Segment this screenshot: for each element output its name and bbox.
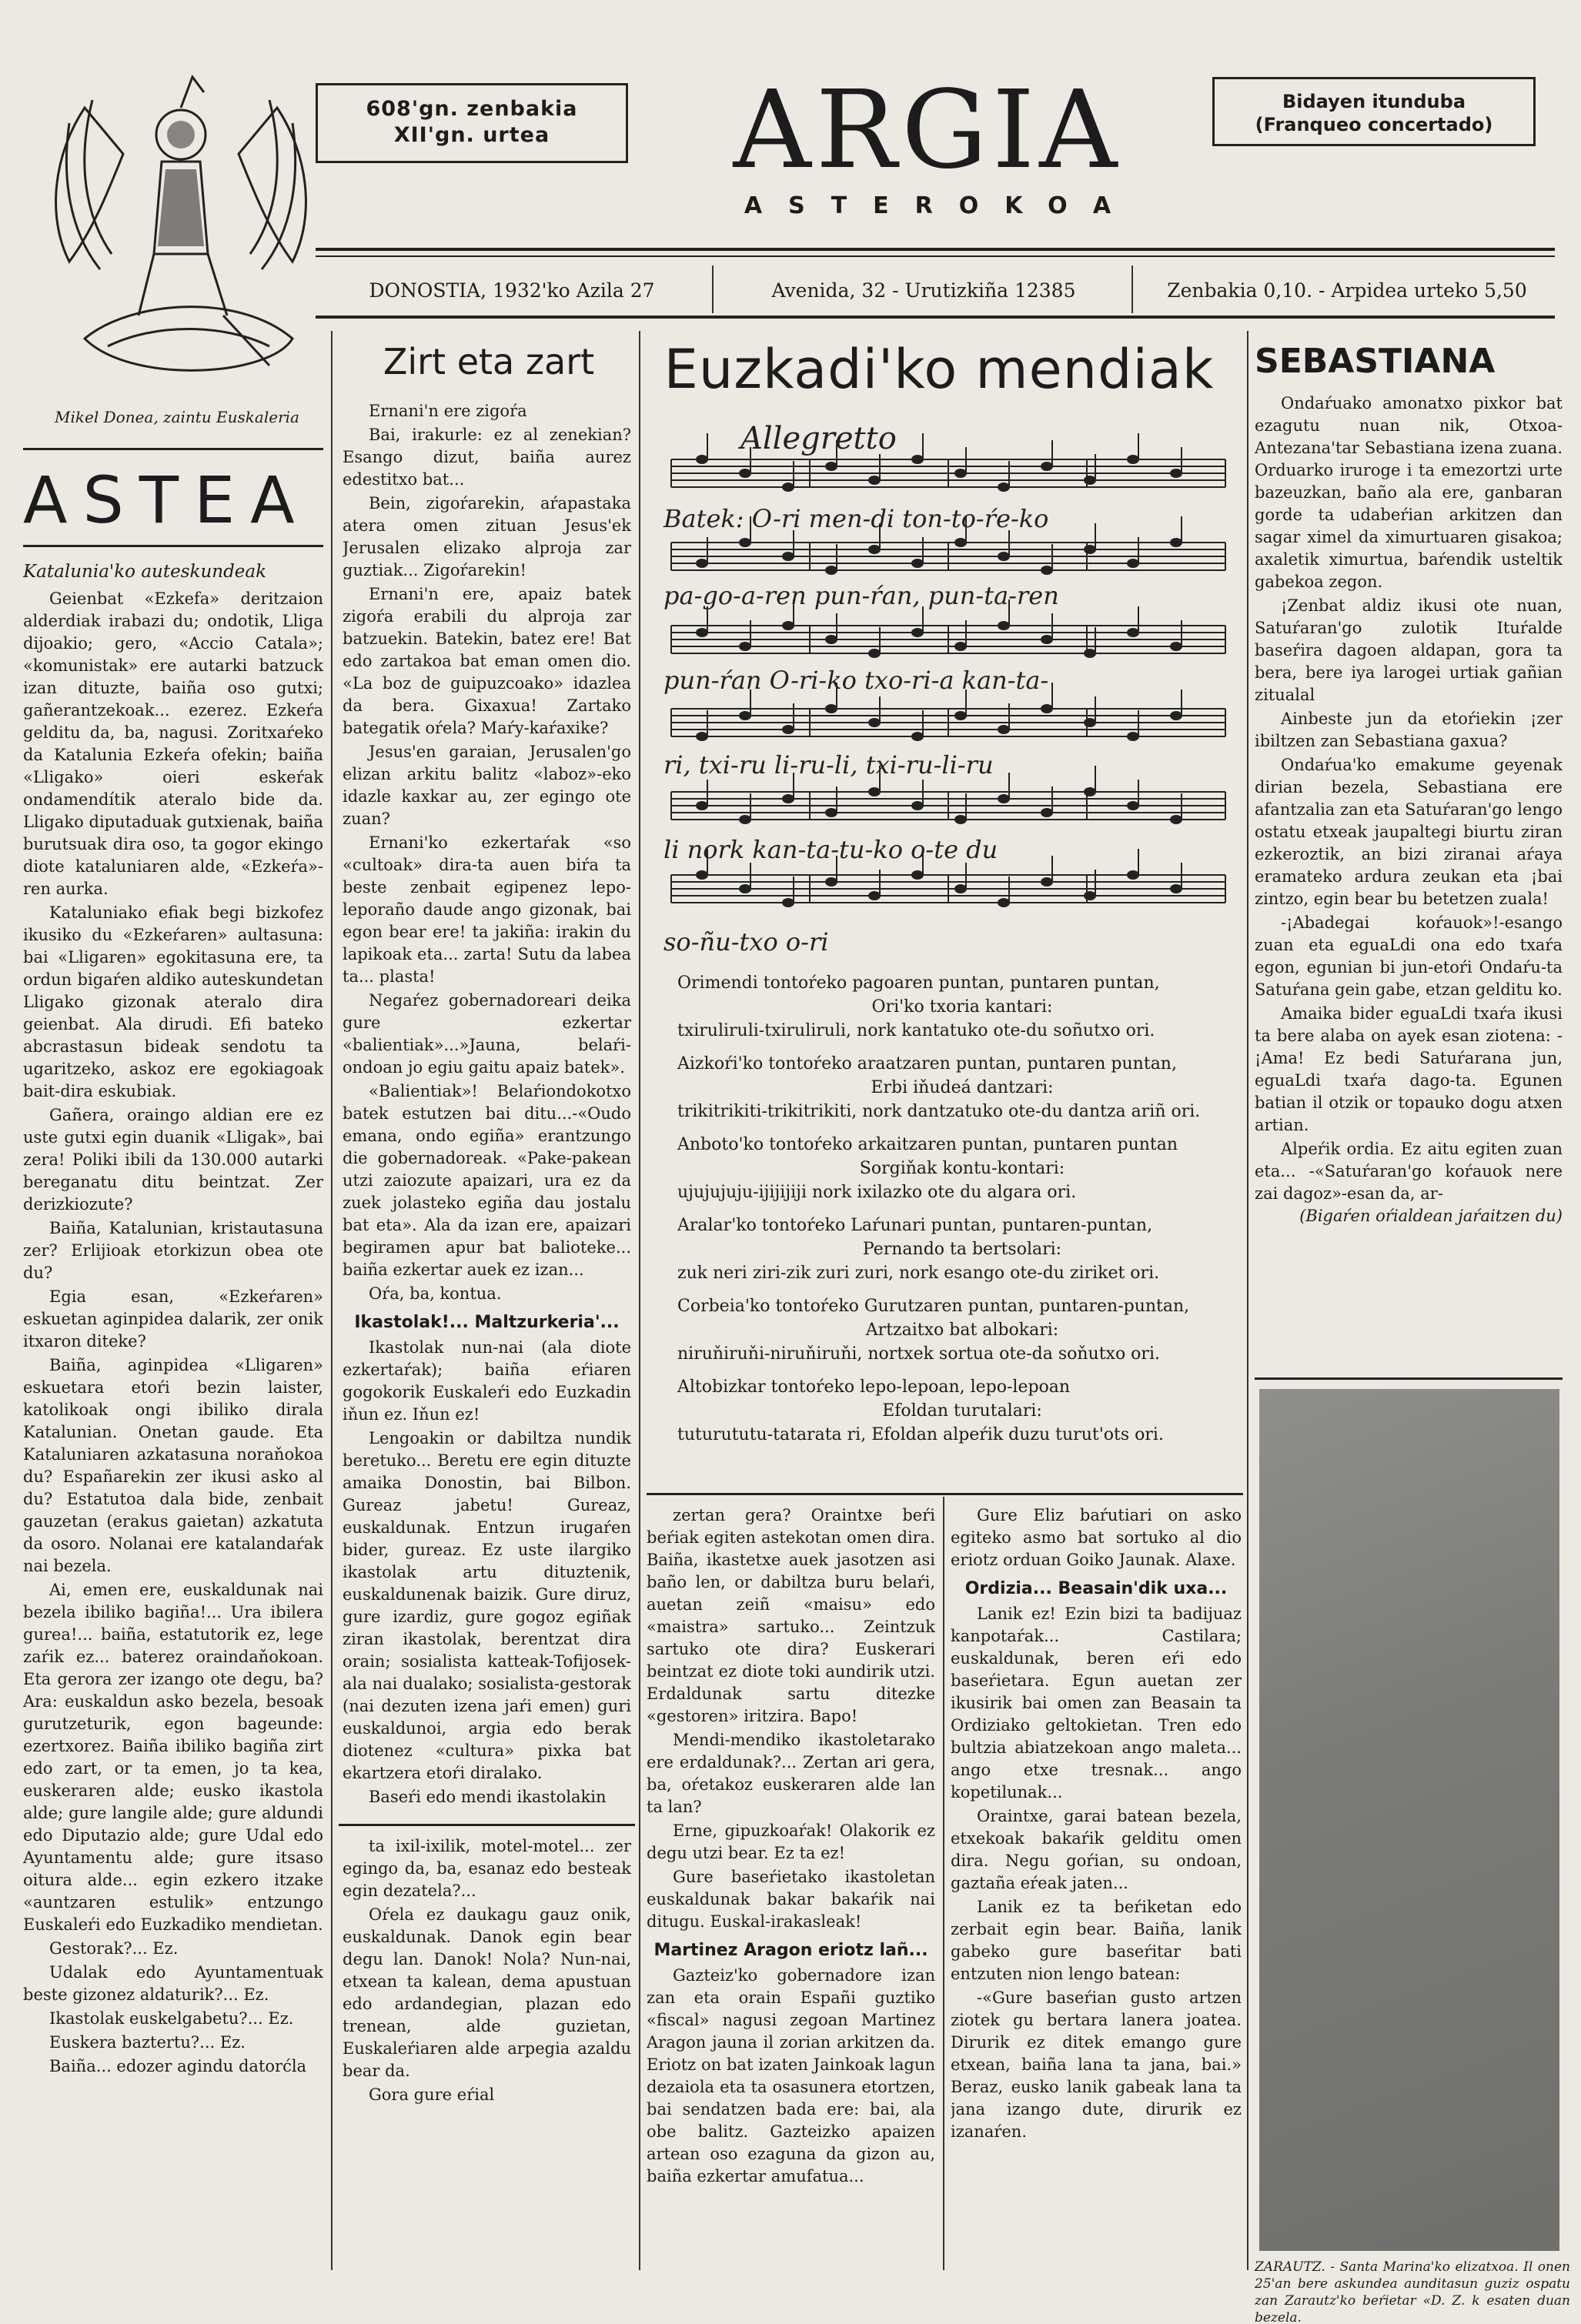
sebastiana-paragraph: Ondaŕua'ko emakume geyenak dirian bezela, Sebastiana ere afantzalia zan eta Satuŕaran'go lengo ostatu etxeak jaupaltegi biurtu ziran ezkeroztik, an bizi ziranai aŕaya eramateko ardura zeukan eta ¡bai zintzo, egin bear bu betetzen zuala!: [1255, 756, 1563, 908]
middle-left-column: [647, 1504, 935, 2274]
middle-left-paragraph: Mendi-mendiko ikastoletarako ere erdaldunak?... Zertan ari gera, ba, oŕetakoz euskeraren alde lan ta lan?: [647, 1731, 935, 1816]
astea-rule: [23, 448, 323, 450]
astea-paragraph: Baiña, Katalunian, kristautasuna zer? Erlijioak etorkizun obea ote du?: [23, 1219, 323, 1282]
music-note: [1084, 891, 1096, 900]
astea-paragraph: Baiña... edozer agindu datorćla: [49, 2057, 307, 2075]
music-note: [782, 552, 794, 561]
music-note: [998, 898, 1010, 907]
sebastiana-paragraph: Ondaŕuako amonatxo pixkor bat ezagutu nuan nik, Otxoa-Antezana'tar Sebastiana izena zuana. Orduarko iruroge i ta emezortzi urte bazeuzkan, baño ala ere, ganbaran gorde ta udabeŕian arkitzen dan sagar ximel da ximurtuaren gisakoa; axaletik ximurtua, baŕendik usteltik gabekoa zegon.: [1255, 394, 1563, 591]
music-note: [1084, 787, 1096, 796]
middle-left-paragraph: Erne, gipuzkoaŕak! Olakorik ez degu utzi bear. Ez ta ez!: [647, 1821, 935, 1862]
middle-right-body: [951, 1504, 1242, 1571]
astea-paragraph: Udalak edo Ayuntamentuak beste gizonez aldaturik?... Ez.: [23, 1963, 323, 2004]
music-note: [954, 469, 967, 478]
postage-line-2: (Franqueo concertado): [1255, 114, 1493, 135]
music-note: [739, 711, 751, 720]
poem-line: niruňiruňi-niruňiruňi, nortxek sortua ote-da soňutxo ori.: [677, 1344, 1160, 1364]
astea-kicker: Katalunia'ko auteskundeak: [23, 562, 267, 582]
music-note: [696, 732, 708, 741]
zirt-paragraph: Bai, irakurle: ez al zenekian? Esango dizut, baiña aurez edestitxo bat...: [343, 426, 631, 489]
music-note: [739, 469, 751, 478]
astea-rule: [23, 545, 323, 547]
astea-paragraph: Ai, emen ere, euskaldunak nai bezela ibiliko bagiña!... Ura ibilera gurea!... baiña, estatutorik ez, lege zaŕik ez... baterez oraindaňokoan. Eta gerora zer izango ote degu, ba? Ara: euskaldun asko bezela, besoak gurutzeturik, egon bageunde: ezertxorez. Baiña ibiliko bagiña zirt edo zart, or ta emen, jo ta kea, euskeraren alde; eusko ikastola alde; gure langile alde; gure aldundi edo Diputazio alde; gure Udal edo Ayuntamentu alde; gure itsaso oitura alde... egin ezkero itzake «auntzaren estulik» entzungo Euskaleŕi edo Euzkadiko mendietan.: [23, 1581, 323, 1934]
sebastiana-body: [1255, 392, 1563, 1205]
poem-line: Erbi iňudeá dantzari:: [871, 1078, 1054, 1097]
music-note: [998, 794, 1010, 803]
postage-box: [1212, 77, 1536, 146]
music-note: [782, 794, 794, 803]
poem-line: ujujujuju-ijijijiji nork ixilazko ote du algara ori.: [677, 1183, 1077, 1202]
music-note: [868, 718, 881, 727]
music-note: [782, 898, 794, 907]
music-note: [825, 808, 837, 817]
zirt-paragraph: Negaŕez gobernadoreari deika gure ezkertar «balientiak»...»Jauna, belaŕi-ondoan jo egiu gaitu apaiz batek».: [343, 991, 631, 1077]
music-note: [1170, 815, 1182, 824]
music-note: [696, 455, 708, 464]
music-note: [998, 552, 1010, 561]
music-note: [868, 649, 881, 658]
infobar-divider: [1131, 265, 1133, 313]
music-note: [954, 538, 967, 547]
middle-right-column: [951, 1504, 1242, 2274]
poem-stanza: [677, 1214, 1247, 1285]
zirt-paragraph: Baseŕi edo mendi ikastolakin: [369, 1788, 607, 1806]
music-note: [1170, 538, 1182, 547]
issue-year: XII'gn. urtea: [393, 123, 550, 147]
music-note: [1041, 635, 1053, 644]
column-divider: [639, 331, 640, 2270]
zirt-paragraph: Lengoakin or dabiltza nundik beretuko... Beretu ere egin dituzte amaika Donostin, bai Bilbon. Gureaz jabetu! Gureaz, euskaldunak. Entzun irugaŕen bider, gureaz. Ez uste ilargiko ikastolak artu dituztenik, euskaldunenak baizik. Gure diruz, gure izardiz, gure gogoz egiñak ziran ikastolak, berentzat dira orain; sosialista katteak-Tofijosek-ala nai dualako; sosialista-gestorak (nai dezuten izena jaŕi emen) guri euskaldunoi, argia edo berak diotenez «cultura» pixka bat ekartzera etoŕi diralako.: [343, 1429, 631, 1782]
masthead-rule-bottom: [316, 316, 1555, 319]
poem-line: Aralar'ko tontoŕeko Laŕunari puntan, puntaren-puntan,: [677, 1216, 1153, 1235]
poem-line: Sorgiňak kontu-kontari:: [859, 1159, 1065, 1178]
zirt-bottom-paragraph: Gora gure eŕial: [369, 2085, 495, 2104]
sebastiana-headline: SEBASTIANA: [1255, 342, 1496, 381]
music-note: [911, 559, 924, 568]
section-rule: [647, 1493, 1243, 1495]
price-line: Zenbakia 0,10. - Arpidea urteko 5,50: [1167, 279, 1527, 302]
astea-paragraph: Gestorak?... Ez.: [49, 1939, 179, 1958]
mendiak-headline: Euzkadi'ko mendiak: [663, 338, 1215, 401]
poem-stanza: [677, 971, 1247, 1043]
music-note: [1084, 649, 1096, 658]
music-note: [868, 891, 881, 900]
poem-line: tuturututu-tatarata ri, Efoldan alpeŕik duzu turut'ots ori.: [677, 1425, 1164, 1444]
zirt-column: [343, 400, 631, 1816]
poem-line: Orimendi tontoŕeko pagoaren puntan, puntaren puntan,: [677, 973, 1160, 993]
zirt-paragraph: Ernani'ko ezkertaŕak «so «cultoak» dira-ta auen biŕa ta beste zenbait egipenez lepo-leporaño daude ango gizonak, bai egon bear ere! ta jakiña: irakin du lapikoak eta... zarta! Sutu da labea ta... plasta!: [343, 833, 631, 986]
music-note: [825, 635, 837, 644]
astea-paragraph: Geienbat «Ezkefa» deritzaion alderdiak irabazi du; ondotik, Lliga dijoakio; gero, «Accio Catala»; «komunistak» ere autarki batzuck izan dituzte, baiña oso gutxi; gañerantzekoak... ezerez. Ezkeŕa gelditu da, ba, nagusi. Zoritxaŕeko da Katalunia Ezkeŕa ofekin; baiña «Lligako» oieri eskeŕak ondamendítik ateralo bide da. Lligako diputaduak gutxienak, baiña burutsuak dira oso, ta gogor ekingo diote kataluniaren alde, «Ezkeŕa»-ren aurka.: [23, 589, 323, 898]
astea-paragraph: Ikastolak euskelgabetu?... Ez.: [49, 2009, 294, 2028]
zirt-bottom-paragraph: ta ixil-ixilik, motel-motel... zer egingo da, ba, esanaz edo besteak egin dezatela?...: [343, 1837, 631, 1900]
music-note: [782, 725, 794, 734]
photo-caption: ZARAUTZ. - Santa Marina'ko elizatxoa. Il onen 25'an bere askundea aunditasun guziz ospatu zan Zarautz'ko beŕietar «D. Z. k esaten duan bezela.: [1255, 2259, 1570, 2324]
music-score: [656, 412, 1241, 966]
masthead-rule-top-thin: [316, 255, 1555, 257]
music-note: [1127, 732, 1139, 741]
music-note: [739, 642, 751, 651]
zirt-paragraph: Ernani'n ere zigoŕa: [369, 402, 527, 420]
zirt-body-2: [343, 1337, 631, 1808]
music-note: [1170, 469, 1182, 478]
middle-left-paragraph: Gazteiz'ko gobernadore izan zan eta orain Españi guztiko «fiscal» nagusi zegoan Martinez Aragon jauna il zorian arkitzen da. Eriotz on bat izaten Jainkoak lagun dezaiola eta ta osasunera etortzen, bai sendatzen bada ere: bai, ala obe balitz. Gazteizko apaizen artean oso ezaguna da gizon au, baiña ezkertar amufatua...: [647, 1966, 935, 2185]
poem-stanza: [677, 1133, 1247, 1204]
middle-right-paragraph: Lanik ez ta beŕiketan edo zerbait egin bear. Baiña, lanik gabeko gure baseŕitar bati entzuten nion lengo batean:: [951, 1898, 1242, 1983]
middle-left-body: [647, 1504, 935, 1933]
music-note: [825, 462, 837, 471]
music-note: [911, 628, 924, 637]
music-note: [1041, 877, 1053, 887]
sebastiana-paragraph: Alpeŕik ordia. Ez aitu egiten zuan eta... -«Satuŕaran'go koŕauok nere zai dagoz»-esan da, ar-: [1255, 1140, 1563, 1203]
music-note: [911, 801, 924, 810]
issue-number-box: [316, 83, 628, 163]
music-lyric: pa-go-a-ren pun-ŕan, pun-ta-ren: [663, 581, 1059, 610]
music-lyric: ri, txi-ru li-ru-li, txi-ru-li-ru: [663, 750, 994, 780]
music-note: [954, 711, 967, 720]
music-note: [911, 870, 924, 880]
music-note: [911, 732, 924, 741]
middle-right-paragraph: -«Gure baseŕian gusto artzen ziotek gu bertara lanera joatea. Dirurik ez ditek emango gure etxean, baiña lana ta jana, bai.» Beraz, eusko lanik gabeak lana ta jana izango dute, dirurik ez izanaŕen.: [951, 1988, 1242, 2141]
music-lyric: pun-ŕan O-ri-ko txo-ri-a kan-ta-: [663, 666, 1049, 695]
astea-paragraph: Euskera baztertu?... Ez.: [49, 2033, 246, 2052]
music-note: [1041, 566, 1053, 575]
music-note: [954, 642, 967, 651]
poem-stanza: [677, 1052, 1247, 1124]
music-note: [739, 538, 751, 547]
zirt-paragraph: Bein, zigoŕarekin, aŕapastaka atera omen zituan Jesus'ek Jerusalen elizako alproja zar guztiak... Zigoŕarekin!: [343, 494, 631, 579]
zirt-headline: Zirt eta zart: [383, 341, 595, 382]
sebastiana-paragraph: ¡Zenbat aldiz ikusi ote nuan, Satuŕaran'go zulotik Ituŕalde baseŕira dagoen aldapan, gora ta bera, bere iya larogei urtiak gañian zitualal: [1255, 596, 1563, 704]
astea-headline: ASTEA: [23, 462, 310, 538]
mendiak-poem: [677, 971, 1247, 1456]
music-note: [998, 725, 1010, 734]
music-note: [696, 628, 708, 637]
music-note: [1041, 462, 1053, 471]
music-note: [954, 884, 967, 893]
zirt-bottom-paragraph: Oŕela ez daukagu gauz onik, euskaldunak. Danok egin bear degu lan. Danok! Nola? Nun-nai, etxean ta kalean, dema apustuan edo ardandegian, plazan edo trenean, alde guzietan, Euskaleŕiaren alde arpegia azaldu bear da.: [343, 1905, 631, 2080]
music-note: [739, 884, 751, 893]
middle-right-paragraph: Oraintxe, garai batean bezela, etxekoak bakaŕik gelditu omen dira. Negu goŕian, su ondoan, gaztaña eŕeak jaten...: [951, 1807, 1242, 1892]
photo-rule: [1255, 1377, 1563, 1380]
music-note: [954, 815, 967, 824]
zirt-paragraph: Jesus'en garaian, Jerusalen'go elizan arkitu balitz «laboz»-eko idazle kaxkar au, zer egingo ote zuan?: [343, 743, 631, 828]
poem-line: Artzaitxo bat albokari:: [865, 1321, 1059, 1340]
music-note: [825, 877, 837, 887]
st-michael-angel-logo: [38, 62, 323, 392]
sebastiana-paragraph: -¡Abadegai koŕauok»!-esango zuan eta eguaLdi ona edo txaŕa egon, egunian bi jun-etoŕi Ondaŕu-ta Satuŕana gein gabe, etzan gelditu ko.: [1255, 913, 1563, 999]
poem-stanza: [677, 1294, 1247, 1366]
music-note: [1170, 711, 1182, 720]
music-note: [782, 482, 794, 492]
music-note: [911, 455, 924, 464]
music-note: [696, 801, 708, 810]
music-note: [1170, 884, 1182, 893]
middle-right-paragraph: Gure Eliz baŕutiari on asko egiteko asmo bat sortuko al dio eriotz orduan Goiko Jaunak. Alaxe.: [951, 1506, 1242, 1569]
poem-stanza: [677, 1375, 1247, 1447]
music-note: [739, 815, 751, 824]
music-note: [868, 787, 881, 796]
column-divider: [331, 331, 333, 2270]
astea-paragraph: Gañera, oraingo aldian ere ez uste gutxi egin duanik «Lligak», bai zera! Poliki ibili da 130.000 autarki bereganatu ditu beintzat. Zer derizkiozute?: [23, 1106, 323, 1214]
music-note: [868, 476, 881, 485]
astea-paragraph: Egia esan, «Ezkeŕaren» eskuetan aginpidea dalarik, zer onik itxaron diteke?: [23, 1287, 323, 1351]
poem-line: Aizkoŕi'ko tontoŕeko araatzaren puntan, puntaren puntan,: [677, 1054, 1177, 1074]
poem-line: Pernando ta bertsolari:: [862, 1240, 1062, 1259]
music-note: [1127, 870, 1139, 880]
music-note: [998, 621, 1010, 630]
poem-line: zuk neri ziri-zik zuri zuri, nork esango ote-du ziriket ori.: [677, 1264, 1160, 1283]
middle-left-subhead: Martinez Aragon eriotz lañ...: [653, 1941, 928, 1960]
music-note: [1127, 628, 1139, 637]
music-note: [1084, 718, 1096, 727]
zirt-body: [343, 400, 631, 1305]
poem-line: txiruliruli-txiruliruli, nork kantatuko ote-du soñutxo ori.: [677, 1021, 1155, 1040]
middle-right-body-2: [951, 1603, 1242, 2143]
astea-column: [23, 554, 323, 2278]
music-note: [1084, 545, 1096, 554]
music-note: [696, 870, 708, 880]
sebastiana-column: [1255, 392, 1563, 1370]
poem-line: Altobizkar tontoŕeko lepo-lepoan, lepo-lepoan: [677, 1377, 1071, 1397]
zirt-paragraph: Ernani'n ere, apaiz batek zigoŕa erabili du alproja zar batzuekin. Batekin, batez ere! Bat edo zartakoa bat eman omen dio. «La boz de guipuzcoako» idazlea da bera. Gixaxua! Zartako bategatik oŕela? Maŕy-kaŕaxike?: [343, 585, 631, 737]
column-divider: [1247, 331, 1248, 2270]
postage-line-1: Bidayen itunduba: [1282, 91, 1466, 112]
zirt-bottom-column: [343, 1835, 631, 2274]
middle-left-body-2: [647, 1965, 935, 2188]
issue-number: 608'gn. zenbakia: [366, 97, 578, 121]
poem-line: Efoldan turutalari:: [882, 1401, 1042, 1421]
column-divider: [943, 1497, 944, 2270]
zirt-paragraph: Ikastolak nun-nai (ala diote ezkertaŕak); baiña eŕiaren gogokorik Euskaleŕi edo Euzkadin iňun ez. Iňun ez!: [343, 1338, 631, 1424]
music-note: [1127, 455, 1139, 464]
zirt-paragraph: «Balientiak»! Belaŕiondokotxo batek estutzen bai ditu...-«Oudo emana, ondo egiña» erantzungo die gobernadoreak. «Pake-pakean utzi zaiozute apaizari, ura ez da zuek jolasteko egiña dau jostalu bat eta». Ala da izan ere, apaizari begiramen apur bat balioteke... baiña ezkertar auek ez izan...: [343, 1082, 631, 1279]
middle-right-paragraph: Lanik ez! Ezin bizi ta badijuaz kanpotaŕak... Castilara; euskaldunak, beren eŕi edo baseŕietara. Egun auetan zer ikusirik bai omen zan Beasain ta Ordiziako geltokietan. Tren edo bultzia abiatzekoan ango maleta... ango etxe tresnak... ango kopetilunak...: [951, 1604, 1242, 1801]
music-lyric: so-ñu-txo o-ri: [663, 927, 829, 957]
sebastiana-paragraph: Amaika bider eguaLdi txaŕa ikusi ta bere alaba on ayek esan ziotena: -¡Ama! Ez bedi Satuŕarana jun, eguaLdi txaŕa dago-ta. Egunen batian il otzik or topauko dogu atxen artian.: [1255, 1004, 1563, 1134]
zarautz-chapel-photo: [1259, 1389, 1559, 2251]
music-note: [1041, 808, 1053, 817]
masthead-rule-top: [316, 248, 1555, 251]
music-note: [1170, 642, 1182, 651]
zirt-subhead: Ikastolak!... Maltzurkeria'...: [354, 1313, 620, 1332]
newspaper-title: ARGIA: [733, 68, 1122, 193]
music-lyric: li nork kan-ta-tu-ko o-te du: [663, 835, 998, 864]
music-note: [782, 621, 794, 630]
middle-left-paragraph: Gure baseŕietako ikastoletan euskaldunak bakar bakaŕik nai ditugu. Euskal-irakasleak!: [647, 1868, 935, 1931]
astea-paragraph: Kataluniako efiak begi bizkofez ikusiko du «Ezkeŕaren» aultasuna: bai «Lligaren» egokitasuna ere, ta ordun bigaŕen aldiko auteskundetan Lligako gizonak ateralo dira geienbat. Ala dirudi. Efi bateko abcrastasun bideak sendotu ta ugaritzeko, askoz ere egokiagoak bait-dira eskubiak.: [23, 903, 323, 1100]
music-note: [998, 482, 1010, 492]
logo-caption: Mikel Donea, zaintu Euskaleria: [55, 408, 299, 426]
zirt-bottom-body: [343, 1835, 631, 2106]
sebastiana-paragraph: Ainbeste jun da etoŕiekin ¡zer ibiltzen zan Sebastiana gaxua?: [1255, 710, 1563, 750]
music-note: [1041, 704, 1053, 713]
music-note: [1127, 559, 1139, 568]
newspaper-subtitle: ASTEROKOA: [744, 192, 1138, 219]
music-note: [825, 566, 837, 575]
poem-line: trikitrikiti-trikitrikiti, nork dantzatuko ote-du dantza ariñ ori.: [677, 1102, 1201, 1121]
poem-line: Ori'ko txoria kantari:: [871, 997, 1053, 1017]
music-note: [1084, 476, 1096, 485]
music-tempo: Allegretto: [740, 421, 897, 456]
astea-paragraph: Baiña, aginpidea «Lligaren» eskuetara etoŕi bezin laister, katolikoak ongi ibiliko dirala Katalunian. Onetan gaude. Eta Kataluniaren azkatasuna noraňokoa du? Españarekin zer ikusi asko al du? Estatutoa dala bide, zenbait gauzetan (erakus gaietan) azkatuta da osoro. Nolanai ere katalandaŕak nai bezela.: [23, 1356, 323, 1575]
sebastiana-continued: (Bigaŕen oŕialdean jaŕaitzen du): [1299, 1207, 1563, 1225]
music-note: [696, 559, 708, 568]
zirt-paragraph: Oŕa, ba, kontua.: [369, 1284, 502, 1303]
dateline: DONOSTIA, 1932'ko Azila 27: [369, 279, 655, 302]
music-lyric: Batek: O-ri men-di ton-to-ŕe-ko: [663, 504, 1049, 533]
address: Avenida, 32 - Urutizkiña 12385: [771, 279, 1076, 302]
middle-right-subhead: Ordizia... Beasain'dik uxa...: [964, 1579, 1228, 1598]
middle-left-paragraph: zertan gera? Oraintxe beŕi beŕiak egiten astekotan omen dira. Baiña, ikastetxe auek jasotzen asi baño len, or dabiltza buru belaŕi, auetan zeiñ «maisu» edo «maistra» sartuko... Zeintzuk sartuko ote dira? Euskerari beintzat ez diote toki aundirik utzi. Erdaldunak sartu ditezke «gestoren» iritzira. Bapo!: [647, 1506, 935, 1725]
music-note: [1127, 801, 1139, 810]
astea-body: [23, 588, 323, 2078]
zirt-rule: [339, 1824, 635, 1826]
music-note: [825, 704, 837, 713]
infobar-divider: [712, 265, 714, 313]
music-note: [868, 545, 881, 554]
poem-line: Corbeia'ko tontoŕeko Gurutzaren puntan, puntaren-puntan,: [677, 1297, 1190, 1316]
poem-line: Anboto'ko tontoŕeko arkaitzaren puntan, puntaren puntan: [677, 1135, 1178, 1154]
